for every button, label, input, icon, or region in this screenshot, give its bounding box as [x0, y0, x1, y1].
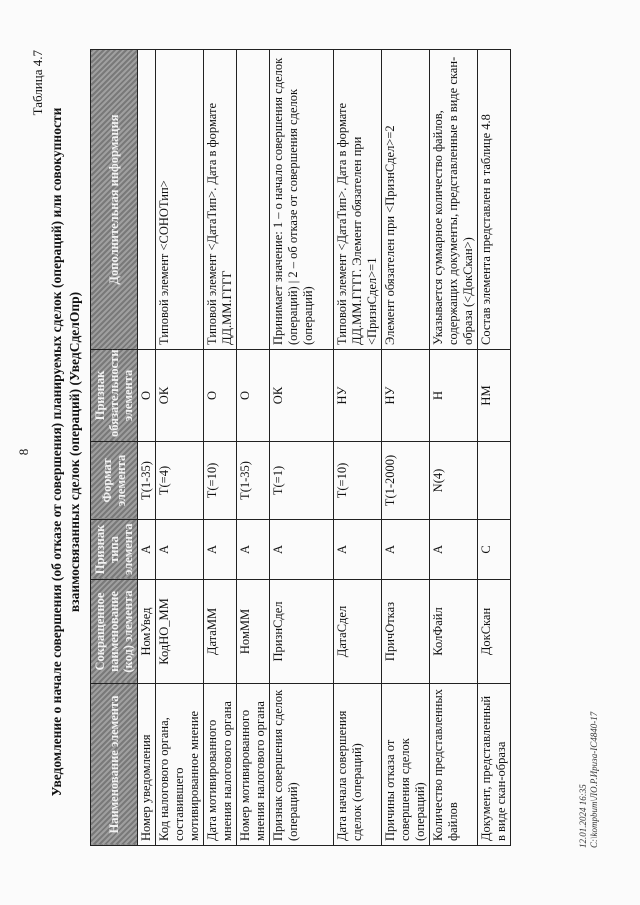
page-number: 8: [16, 448, 31, 456]
cell-name: Документ, представленный в виде скан-образа: [478, 684, 511, 846]
cell-required: ОК: [270, 350, 334, 442]
table-row: [430, 50, 478, 846]
cell-code: НомММ: [237, 580, 270, 684]
cell-type: А: [156, 520, 204, 580]
cell-info: Указывается суммарное количество файлов, содержащих документы, представленные в виде скан-образа (<ДокСкан>): [430, 50, 478, 350]
cell-format: Т(=4): [156, 442, 204, 520]
elements-table: [90, 49, 511, 846]
cell-type: А: [237, 520, 270, 580]
cell-info: Типовой элемент <ДатаТип>. Дата в формате ДД.ММ.ГГГГ: [204, 50, 237, 350]
cell-name: Дата мотивированного мнения налогового органа: [204, 684, 237, 846]
col-header-required: Признак обязательности элемента: [91, 350, 138, 442]
cell-type: А: [138, 520, 156, 580]
table-title: Уведомление о начале совершения (об отказе от совершения) планируемых сделок (операций) или совокупности взаимосвязанных сделок (операций) (УведСделОпр): [49, 107, 82, 797]
cell-format: Т(=10): [204, 442, 237, 520]
cell-type: С: [478, 520, 511, 580]
cell-code: ПризнСдел: [270, 580, 334, 684]
cell-name: Номер мотивированного мнения налогового органа: [237, 684, 270, 846]
cell-format: Т(1-35): [237, 442, 270, 520]
table-row: [270, 50, 334, 846]
col-header-type: Признак типа элемента: [91, 520, 138, 580]
header-row: [91, 50, 138, 846]
cell-type: А: [382, 520, 430, 580]
table-number: Таблица 4.7: [30, 50, 45, 116]
footer-path: C:\kompbum\ЛО.Р.Ириза-IC4840-17: [589, 711, 599, 848]
table-row: [334, 50, 382, 846]
cell-required: О: [204, 350, 237, 442]
cell-type: А: [334, 520, 382, 580]
cell-required: НУ: [334, 350, 382, 442]
print-footer: [578, 712, 600, 848]
table-row: [382, 50, 430, 846]
cell-format: Т(1-35): [138, 442, 156, 520]
cell-format: N(4): [430, 442, 478, 520]
table-row: [138, 50, 156, 846]
cell-name: Причины отказа от совершения сделок (операций): [382, 684, 430, 846]
cell-info: [138, 50, 156, 350]
cell-info: Состав элемента представлен в таблице 4.8: [478, 50, 511, 350]
cell-code: ПричОтказ: [382, 580, 430, 684]
cell-type: А: [430, 520, 478, 580]
cell-info: Элемент обязателен при <ПризнСдел>=2: [382, 50, 430, 350]
cell-format: Т(1-2000): [382, 442, 430, 520]
col-header-name: Наименование элемента: [91, 684, 138, 846]
cell-code: ДатаММ: [204, 580, 237, 684]
cell-format: Т(=10): [334, 442, 382, 520]
col-header-info: Дополнительная информация: [91, 50, 138, 350]
cell-code: НомУвед: [138, 580, 156, 684]
col-header-code: Сокращенное наименование (код) элемента: [91, 580, 138, 684]
cell-name: Количество представленных файлов: [430, 684, 478, 846]
cell-required: НМ: [478, 350, 511, 442]
table-row: [237, 50, 270, 846]
table-row: [156, 50, 204, 846]
cell-required: ОК: [156, 350, 204, 442]
cell-code: КодНО_ММ: [156, 580, 204, 684]
rotated-sheet: [16, 42, 610, 862]
table-row: [478, 50, 511, 846]
table-row: [204, 50, 237, 846]
cell-format: [478, 442, 511, 520]
cell-format: Т(=1): [270, 442, 334, 520]
cell-info: Типовой элемент <ДатаТип>. Дата в формате ДД.ММ.ГГГГ. Элемент обязателен при <ПризнСдел>=1: [334, 50, 382, 350]
cell-required: О: [237, 350, 270, 442]
cell-code: КолФайл: [430, 580, 478, 684]
cell-required: НУ: [382, 350, 430, 442]
cell-required: Н: [430, 350, 478, 442]
cell-type: А: [204, 520, 237, 580]
cell-info: Принимает значение: 1 – о начало совершения сделок (операций) | 2 – об отказе от совершения сделок (операций): [270, 50, 334, 350]
cell-name: Номер уведомления: [138, 684, 156, 846]
col-header-format: Формат элемента: [91, 442, 138, 520]
cell-required: О: [138, 350, 156, 442]
cell-code: ДокСкан: [478, 580, 511, 684]
cell-type: А: [270, 520, 334, 580]
cell-name: Код налогового органа, составившего мотивированное мнение: [156, 684, 204, 846]
cell-info: Типовой элемент <СОНОТип>: [156, 50, 204, 350]
cell-name: Признак совершения сделок (операций): [270, 684, 334, 846]
footer-timestamp: 12.01.2024 16:35: [578, 784, 588, 848]
cell-code: ДатаСдел: [334, 580, 382, 684]
cell-info: [237, 50, 270, 350]
cell-name: Дата начала совершения сделок (операций): [334, 684, 382, 846]
